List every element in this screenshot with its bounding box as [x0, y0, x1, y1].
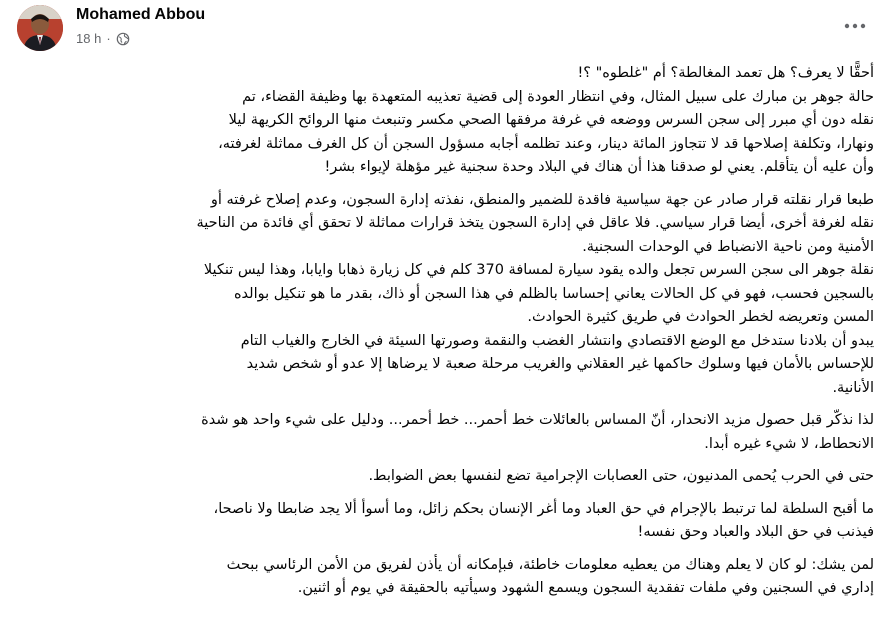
- meta-separator: ·: [106, 31, 111, 46]
- author-name[interactable]: Mohamed Abbou: [76, 6, 206, 23]
- post-timestamp[interactable]: 18 h: [76, 31, 102, 46]
- post-paragraph: طبعا قرار نقلته قرار صادر عن جهة سياسية فاقدة للضمير والمنطق، نفذته إدارة السجون، وعدم إصلاح غرفته أو نقله لغرفة أخرى، أيضا قرار سياسي. فلا عاقل في إدارة السجون يتخذ قرارات مماثلة لا تحقق أي فائدة من الناحية الأمنية ومن ناحية الانضباط في الوحدات السجنية. نقلة جوهر الى سجن السرس تجعل والده يقود سيارة لمسافة 370 كلم في كل زيارة ذهابا وايابا، وهذا ليس تنكيلا بالسجين فحسب، فهو في كل الحالات يعاني إحساسا بالظلم في هذا السجن أو ذاك، بقدر ما هو تنكيل بوالده المسن وتعريضه لخطر الحوادث في طريق كثيرة الحوادث. يبدو أن بلادنا ستدخل مع الوضع الاقتصادي وانتشار الغضب والنقمة وصورتها السيئة في الخارج والغياب التام للإحساس بالأمان فيها وسلوك حاكمها غير العقلاني والغريب مرحلة صعبة لا يرضاها إلا عدو أو شخص شديد الأنانية.: [196, 191, 874, 396]
- more-horizontal-icon: [844, 23, 866, 29]
- post-paragraph: حتى في الحرب يُحمى المدنيون، حتى العصابات الإجرامية تضع لنفسها بعض الضوابط.: [368, 468, 874, 484]
- post-header: [0, 0, 881, 60]
- post-meta: [76, 31, 130, 46]
- avatar-portrait: [17, 5, 63, 51]
- post-paragraph: أحقًّا لا يعرف؟ هل تعمد المغالطة؟ أم "غلطوه" ؟! حالة جوهر بن مبارك على سبيل المثال، وفي انتظار العودة إلى قضية تعذيبه المتعهدة بها وظيفة القضاء، تم نقله دون أي مبرر إلى سجن السرس ووضعه في غرفة مرفقها الصحي مكسر وتنبعث منها الروائح الكريهة ليلا ونهارا، وتكلفة إصلاحها قد لا تتجاوز المائة دينار، وعند تظلمه أجابه مسؤول السجن أن كل الغرف مماثلة لغرفته، وأن عليه أن يتأقلم. يعني لو صدقنا هذا أن هناك في البلاد وحدة سجنية غير مؤهلة لإيواء بشر!: [218, 65, 874, 175]
- post-body: [12, 62, 874, 626]
- more-options-button[interactable]: [841, 12, 869, 40]
- post-paragraph: لمن يشك: لو كان لا يعلم وهناك من يعطيه معلومات خاطئة، فبإمكانه أن يأذن لفريق من الأمن الرئاسي ببحث إداري في السجنين وفي ملفات تفقدية السجون ويسمع الشهود وسيأتيه بالحقيقة في يوم أو اثنين.: [226, 556, 874, 596]
- author-avatar[interactable]: [17, 5, 63, 51]
- globe-icon[interactable]: [116, 32, 130, 46]
- post-paragraph: ما أقبح السلطة لما ترتبط بالإجرام في حق العباد وما أغر الإنسان بحكم زائل، وما أسوأ ألا يجد ضابطا ولا ناصحا، فيذنب في حق البلاد والعباد وحق نفسه!: [213, 500, 874, 540]
- post-paragraph: لذا نذكّر قبل حصول مزيد الانحدار، أنّ المساس بالعائلات خط أحمر... خط أحمر... ودليل على شيء واحد هو شدة الانحطاط، لا شيء غيره أبدا.: [201, 412, 874, 452]
